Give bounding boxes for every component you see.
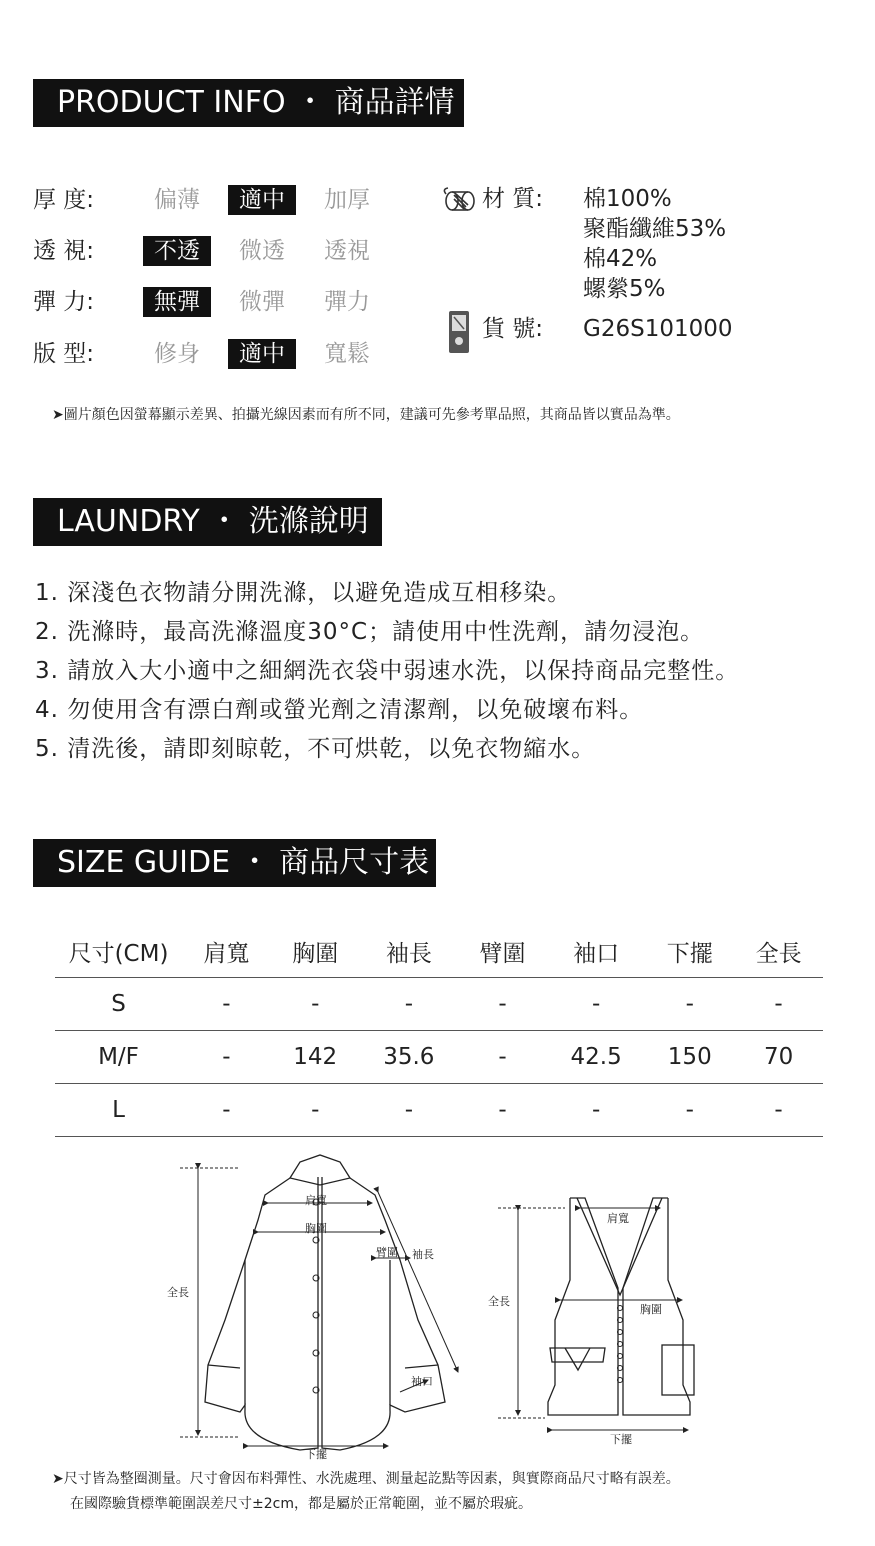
column-header: 全長 [734,925,823,978]
label-arm: 臂圍 [376,1246,398,1259]
size-guide-header: SIZE GUIDE ・ 商品尺寸表 [33,839,436,887]
label-shoulder: 肩寬 [305,1194,327,1207]
laundry-item: 5. 清洗後，請即刻晾乾，不可烘乾，以免衣物縮水。 [35,736,596,762]
attribute-option-selected: 適中 [228,185,296,215]
material-line: 聚酯纖維53% [583,216,727,242]
laundry-item: 1. 深淺色衣物請分開洗滌，以避免造成互相移染。 [35,580,572,606]
size-table-cell: - [458,978,547,1031]
attribute-label: 厚 度: [33,187,95,213]
size-table-cell: 150 [645,1031,734,1084]
column-header: 下擺 [645,925,734,978]
laundry-item: 3. 請放入大小適中之細網洗衣袋中弱速水洗，以保持商品完整性。 [35,658,740,684]
material-label: 材 質: [482,186,544,212]
attribute-option: 微彈 [239,289,285,315]
size-table-cell: S [55,978,182,1031]
laundry-item: 4. 勿使用含有漂白劑或螢光劑之清潔劑，以免破壞布料。 [35,697,644,723]
column-header: 袖長 [360,925,458,978]
attribute-option: 寬鬆 [324,341,370,367]
size-table-cell: - [182,1084,271,1137]
thread-spool-icon [442,186,478,220]
size-table-row [55,1031,823,1084]
size-note: ➤尺寸皆為整圈測量。尺寸會因布料彈性、水洗處理、測量起訖點等因素，與實際商品尺寸略有誤差。 [52,1471,680,1487]
size-table-row [55,978,823,1031]
attribute-label: 版 型: [33,341,95,367]
product-info-header: PRODUCT INFO ・ 商品詳情 [33,79,464,127]
size-table-header-row [55,925,823,978]
sku-value: G26S101000 [583,316,733,342]
label-chest: 胸圍 [305,1222,327,1235]
attribute-option-selected: 無彈 [143,287,211,317]
vest-measure-lines [498,1208,688,1430]
size-table-cell: - [734,978,823,1031]
attribute-option: 偏薄 [154,187,200,213]
garment-measurement-diagram [0,1140,875,1480]
label-sleeve: 袖長 [412,1248,434,1261]
column-header: 尺寸(CM) [55,925,182,978]
size-table-cell: - [547,978,645,1031]
size-table-cell: - [271,978,360,1031]
size-table-cell: - [547,1084,645,1137]
material-line: 棉100% [583,186,672,212]
size-table-cell: M/F [55,1031,182,1084]
attribute-label: 透 視: [33,238,95,264]
product-note: ➤圖片顏色因螢幕顯示差異、拍攝光線因素而有所不同，建議可先參考單品照，其商品皆以實品為準。 [52,407,680,423]
size-table-cell: - [360,1084,458,1137]
size-table-row [55,1084,823,1137]
size-table-cell: - [182,1031,271,1084]
attribute-option-selected: 不透 [143,236,211,266]
size-table-cell: L [55,1084,182,1137]
column-header: 臂圍 [458,925,547,978]
size-table-cell: - [645,978,734,1031]
attribute-option-selected: 適中 [228,339,296,369]
column-header: 胸圍 [271,925,360,978]
label-length: 全長 [167,1286,189,1299]
attribute-option: 微透 [239,238,285,264]
vest-label-shoulder: 肩寬 [607,1212,629,1225]
coat-measure-lines [180,1168,458,1446]
attribute-label: 彈 力: [33,289,95,315]
size-table-cell: 142 [271,1031,360,1084]
label-cuff: 袖口 [411,1375,433,1388]
size-note: 在國際驗貨標準範圍誤差尺寸±2cm，都是屬於正常範圍，並不屬於瑕疵。 [70,1496,532,1512]
column-header: 袖口 [547,925,645,978]
label-hem: 下擺 [305,1448,327,1461]
sku-label: 貨 號: [482,316,544,342]
attribute-option: 透視 [324,238,370,264]
laundry-item: 2. 洗滌時，最高洗滌溫度30°C；請使用中性洗劑，請勿浸泡。 [35,619,705,645]
size-table-cell: - [645,1084,734,1137]
size-table [55,925,823,1137]
vest-label-length: 全長 [488,1295,510,1308]
size-table-cell: 42.5 [547,1031,645,1084]
size-table-cell: - [734,1084,823,1137]
attribute-option: 修身 [154,341,200,367]
vest-label-hem: 下擺 [610,1433,632,1446]
size-table-cell: 70 [734,1031,823,1084]
size-table-cell: - [360,978,458,1031]
size-table-cell: - [458,1031,547,1084]
attribute-option: 加厚 [324,187,370,213]
size-table-cell: - [182,978,271,1031]
tag-icon [446,309,472,359]
size-table-cell: 35.6 [360,1031,458,1084]
size-table-cell: - [458,1084,547,1137]
material-line: 棉42% [583,246,658,272]
size-table-cell: - [271,1084,360,1137]
attribute-option: 彈力 [324,289,370,315]
vest-label-chest: 胸圍 [640,1303,662,1316]
material-line: 螺縈5% [583,276,666,302]
laundry-header: LAUNDRY ・ 洗滌說明 [33,498,382,546]
column-header: 肩寬 [182,925,271,978]
